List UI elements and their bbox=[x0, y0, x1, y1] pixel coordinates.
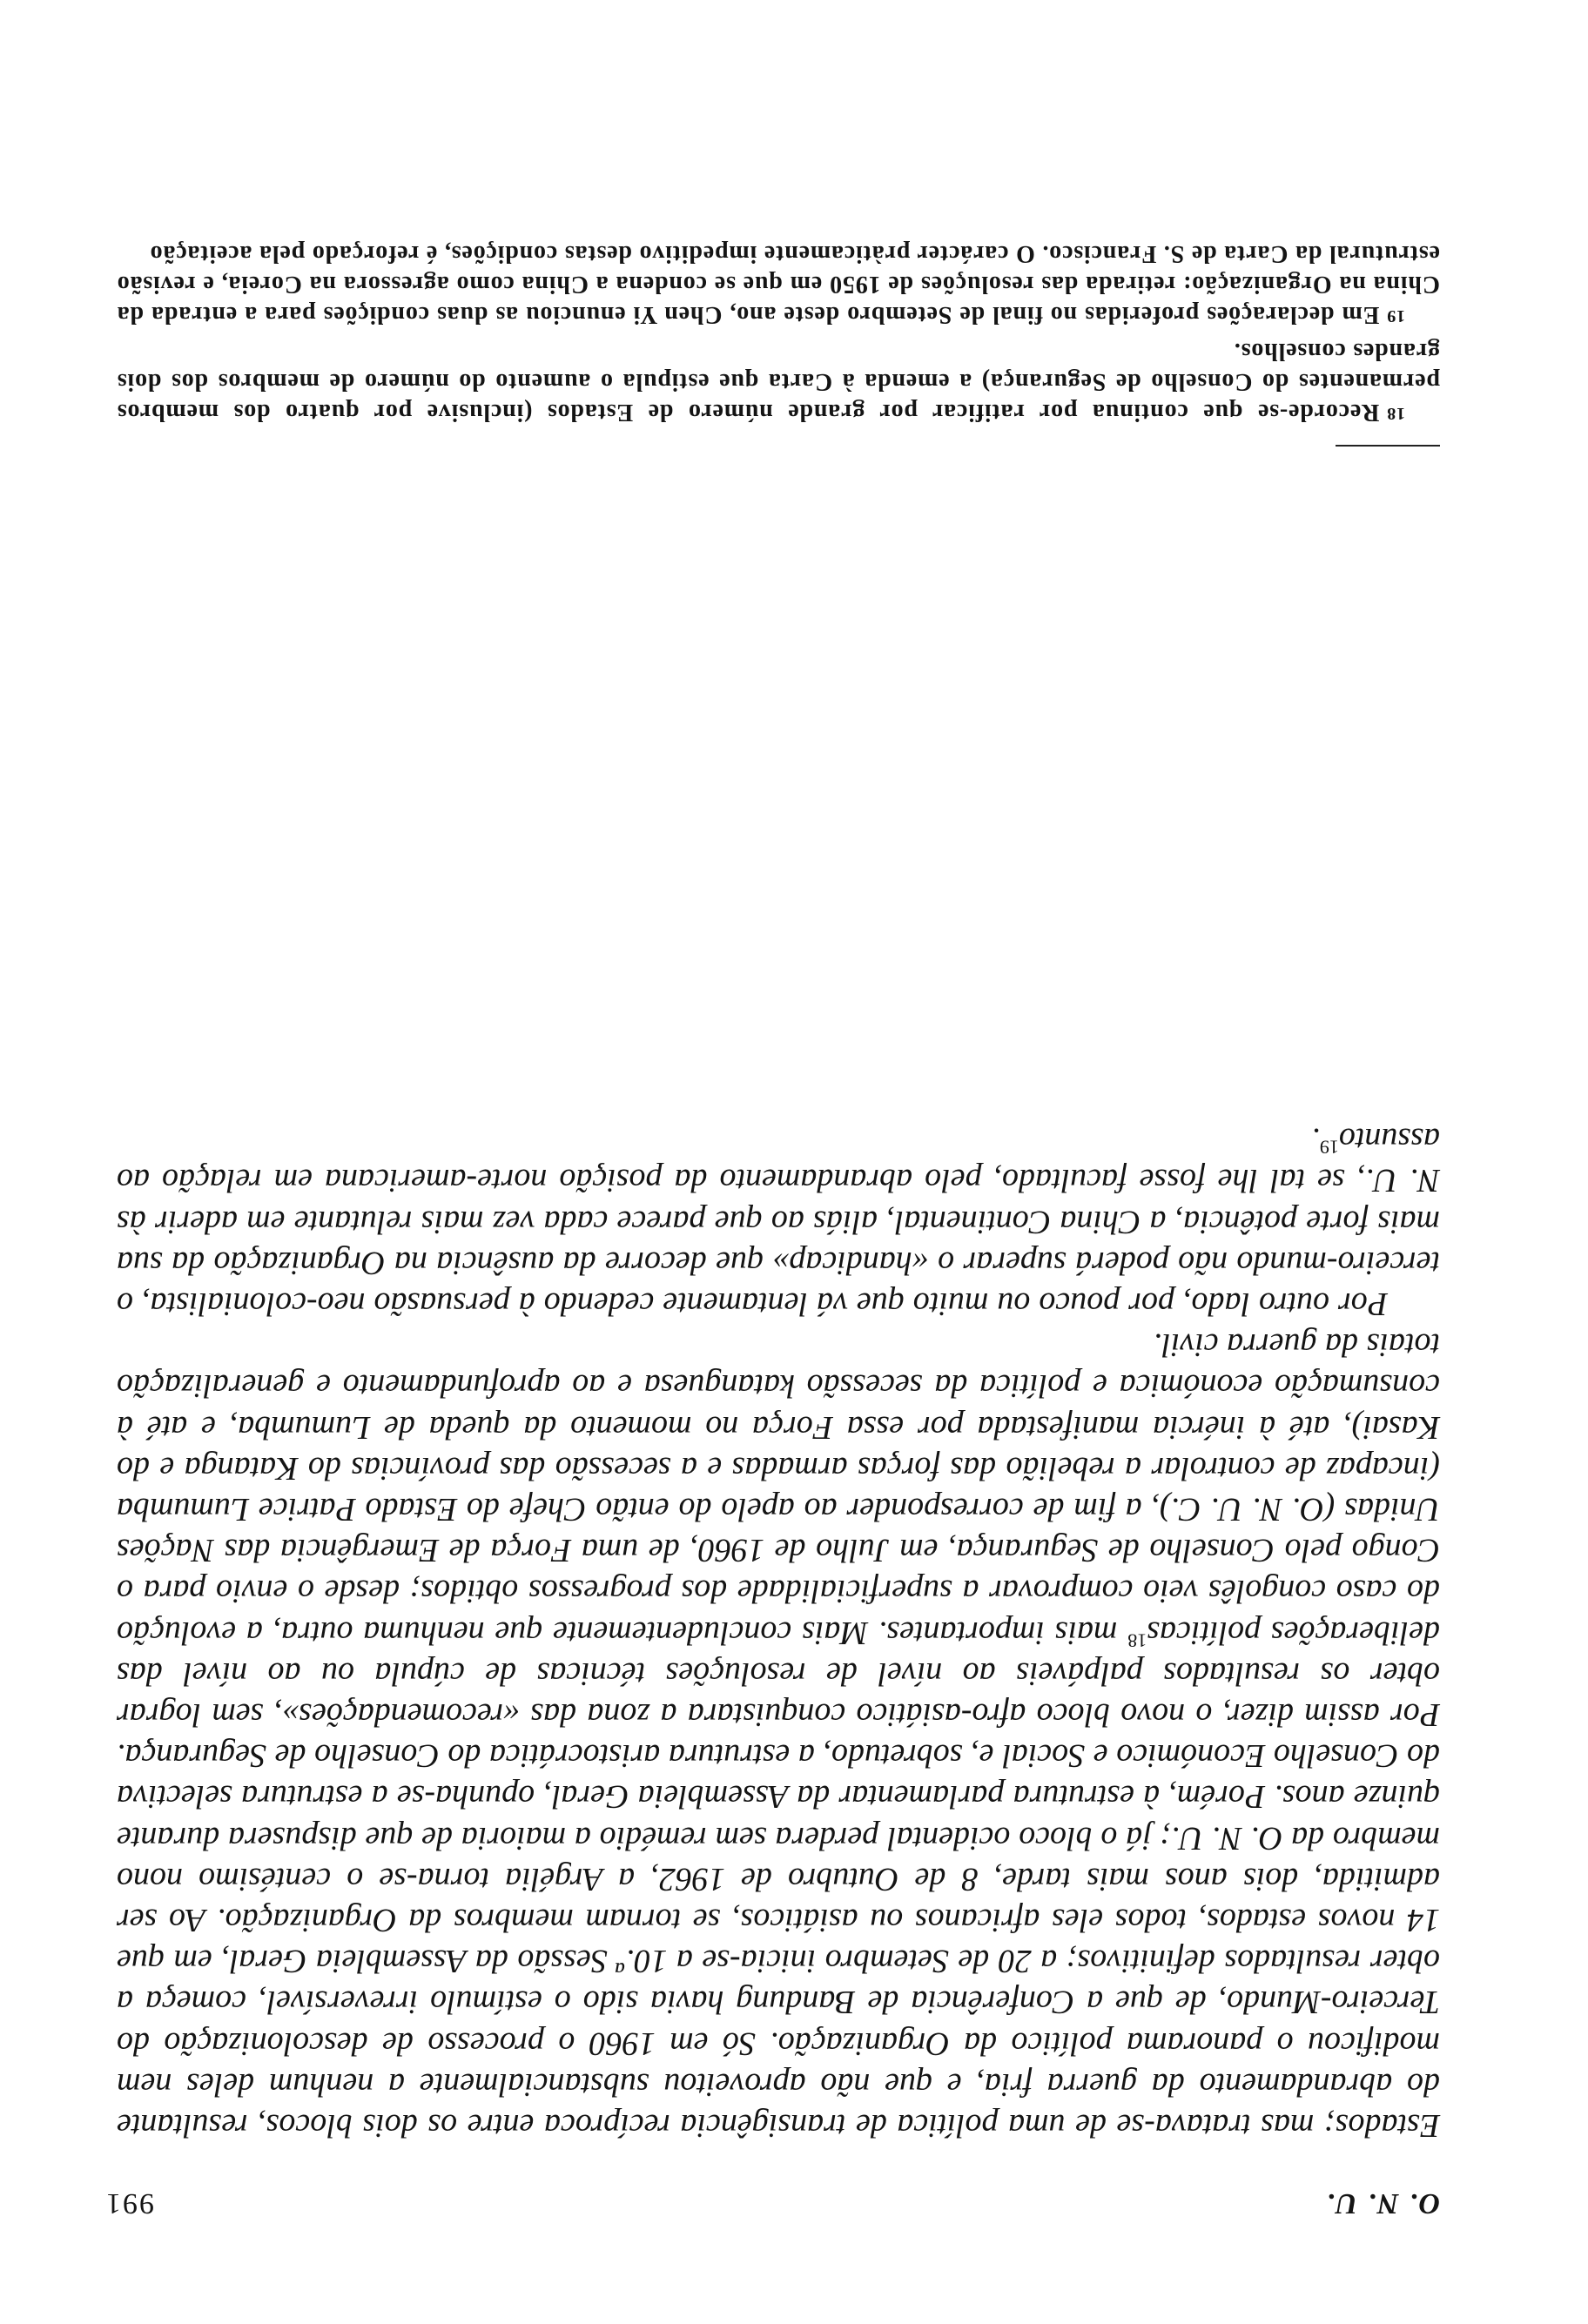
footnote-text: Em declarações proferidas no final de Setembro deste ano, Chen Yi enunciou as duas condições para a entrada da China na Organização: retirada das resoluções de 1950 em que se condena a China como agressora na Coreia, e revisão estrutural da Carta de S. Francisco. O carácter pràticamente impeditivo destas condições, é reforçado pela aceitação bbox=[117, 240, 1440, 328]
paragraph-2-end: . bbox=[1311, 1121, 1320, 1159]
footnote-number: 18 bbox=[1386, 404, 1405, 423]
footnote-19 bbox=[117, 238, 1440, 331]
body-text bbox=[117, 1118, 1440, 2146]
footnote-text: Recorde-se que continua por ratificar por grande número de Estados (inclusive por quatro dos membros permanentes do Conselho de Segurança) a emenda à Carta que estipula o aumento do número de membros dos dois grandes conselhos. bbox=[117, 338, 1440, 426]
page-number: 991 bbox=[104, 2187, 154, 2220]
footnote-ref-18[interactable]: 18 bbox=[1127, 1629, 1147, 1652]
paragraph-1 bbox=[117, 1324, 1440, 2146]
footnote-number: 19 bbox=[1386, 306, 1405, 326]
footnote-ref-19[interactable]: 19 bbox=[1319, 1136, 1339, 1159]
paragraph-1-continuation: mais importantes. Mais concludentemente que nenhuma outra, a evolução do caso congolês veio comprovar a superficialidade dos progressos obtidos; desde o envio para o Congo pelo Conselho de Segurança, em Julho de 1960, de uma Força de Emergência das Nações Unidas (O. N. U. C.), a fim de corresponder ao apelo do então Chefe do Estado Patrice Lumumba (incapaz de controlar a rebelião das forças armadas e a secessão das províncias do Katanga e do Kasai), até à inércia manifestada por essa Força no momento da queda de Lumumba, e até à consumação económica e política da secessão katanguesa e ao aprofundamento e generalização totais da guerra civil. bbox=[117, 1327, 1440, 1651]
paragraph-2-text: Por outro lado, por pouco ou muito que vá lentamente cedendo à persuasão neo-colonialista, o terceiro-mundo não poderá superar o «handicap» que decorre da ausência na Organização da sua mais forte potência, a China Continental, aliás ao que parece cada vez mais relutante em aderir às N. U., se tal lhe fosse facultado, pelo abrandamento da posição norte-americana em relação ao assunto bbox=[117, 1121, 1440, 1322]
footnote-18 bbox=[117, 336, 1440, 428]
paragraph-1-text: Estados; mas tratava-se de uma política de transigência recíproca entre os dois blocos, resultante do abrandamento da guerra fria, e que não aproveitou substancialmente a nenhum deles nem modificou o panorama político da Organização. Só em 1960 o processo de descolonização do Terceiro-Mundo, de que a Conferência de Bandung havia sido o estímulo irreversível, começa a obter resultados definitivos; a 20 de Setembro inicia-se a 10.ª Sessão da Assembleia Geral, em que 14 novos estados, todos eles africanos ou asiáticos, se tornam membros da Organização. Ao ser admitida, dois anos mais tarde, 8 de Outubro de 1962, a Argélia torna-se o centésimo nono membro da O. N. U.; já o bloco ocidental perdera sem remédio a maioria de que dispusera durante quinze anos. Porém, à estrutura parlamentar da Assembleia Geral, opunha-se a estrutura selectiva do Conselho Económico e Social e, sobretudo, a estrutura aristocrática do Conselho de Segurança. Por assim dizer, o novo bloco afro-asiático conquistara a zona das «recomendações», sem lograr obter os resultados palpáveis ao nível de resoluções técnicas de cúpula ou ao nível das deliberações políticas bbox=[117, 1614, 1440, 2144]
footnote-separator bbox=[1336, 445, 1440, 447]
footnotes bbox=[117, 233, 1440, 428]
running-head: O. N. U. bbox=[1324, 2187, 1440, 2220]
paragraph-2 bbox=[117, 1118, 1440, 1324]
page-header bbox=[104, 2185, 1440, 2220]
